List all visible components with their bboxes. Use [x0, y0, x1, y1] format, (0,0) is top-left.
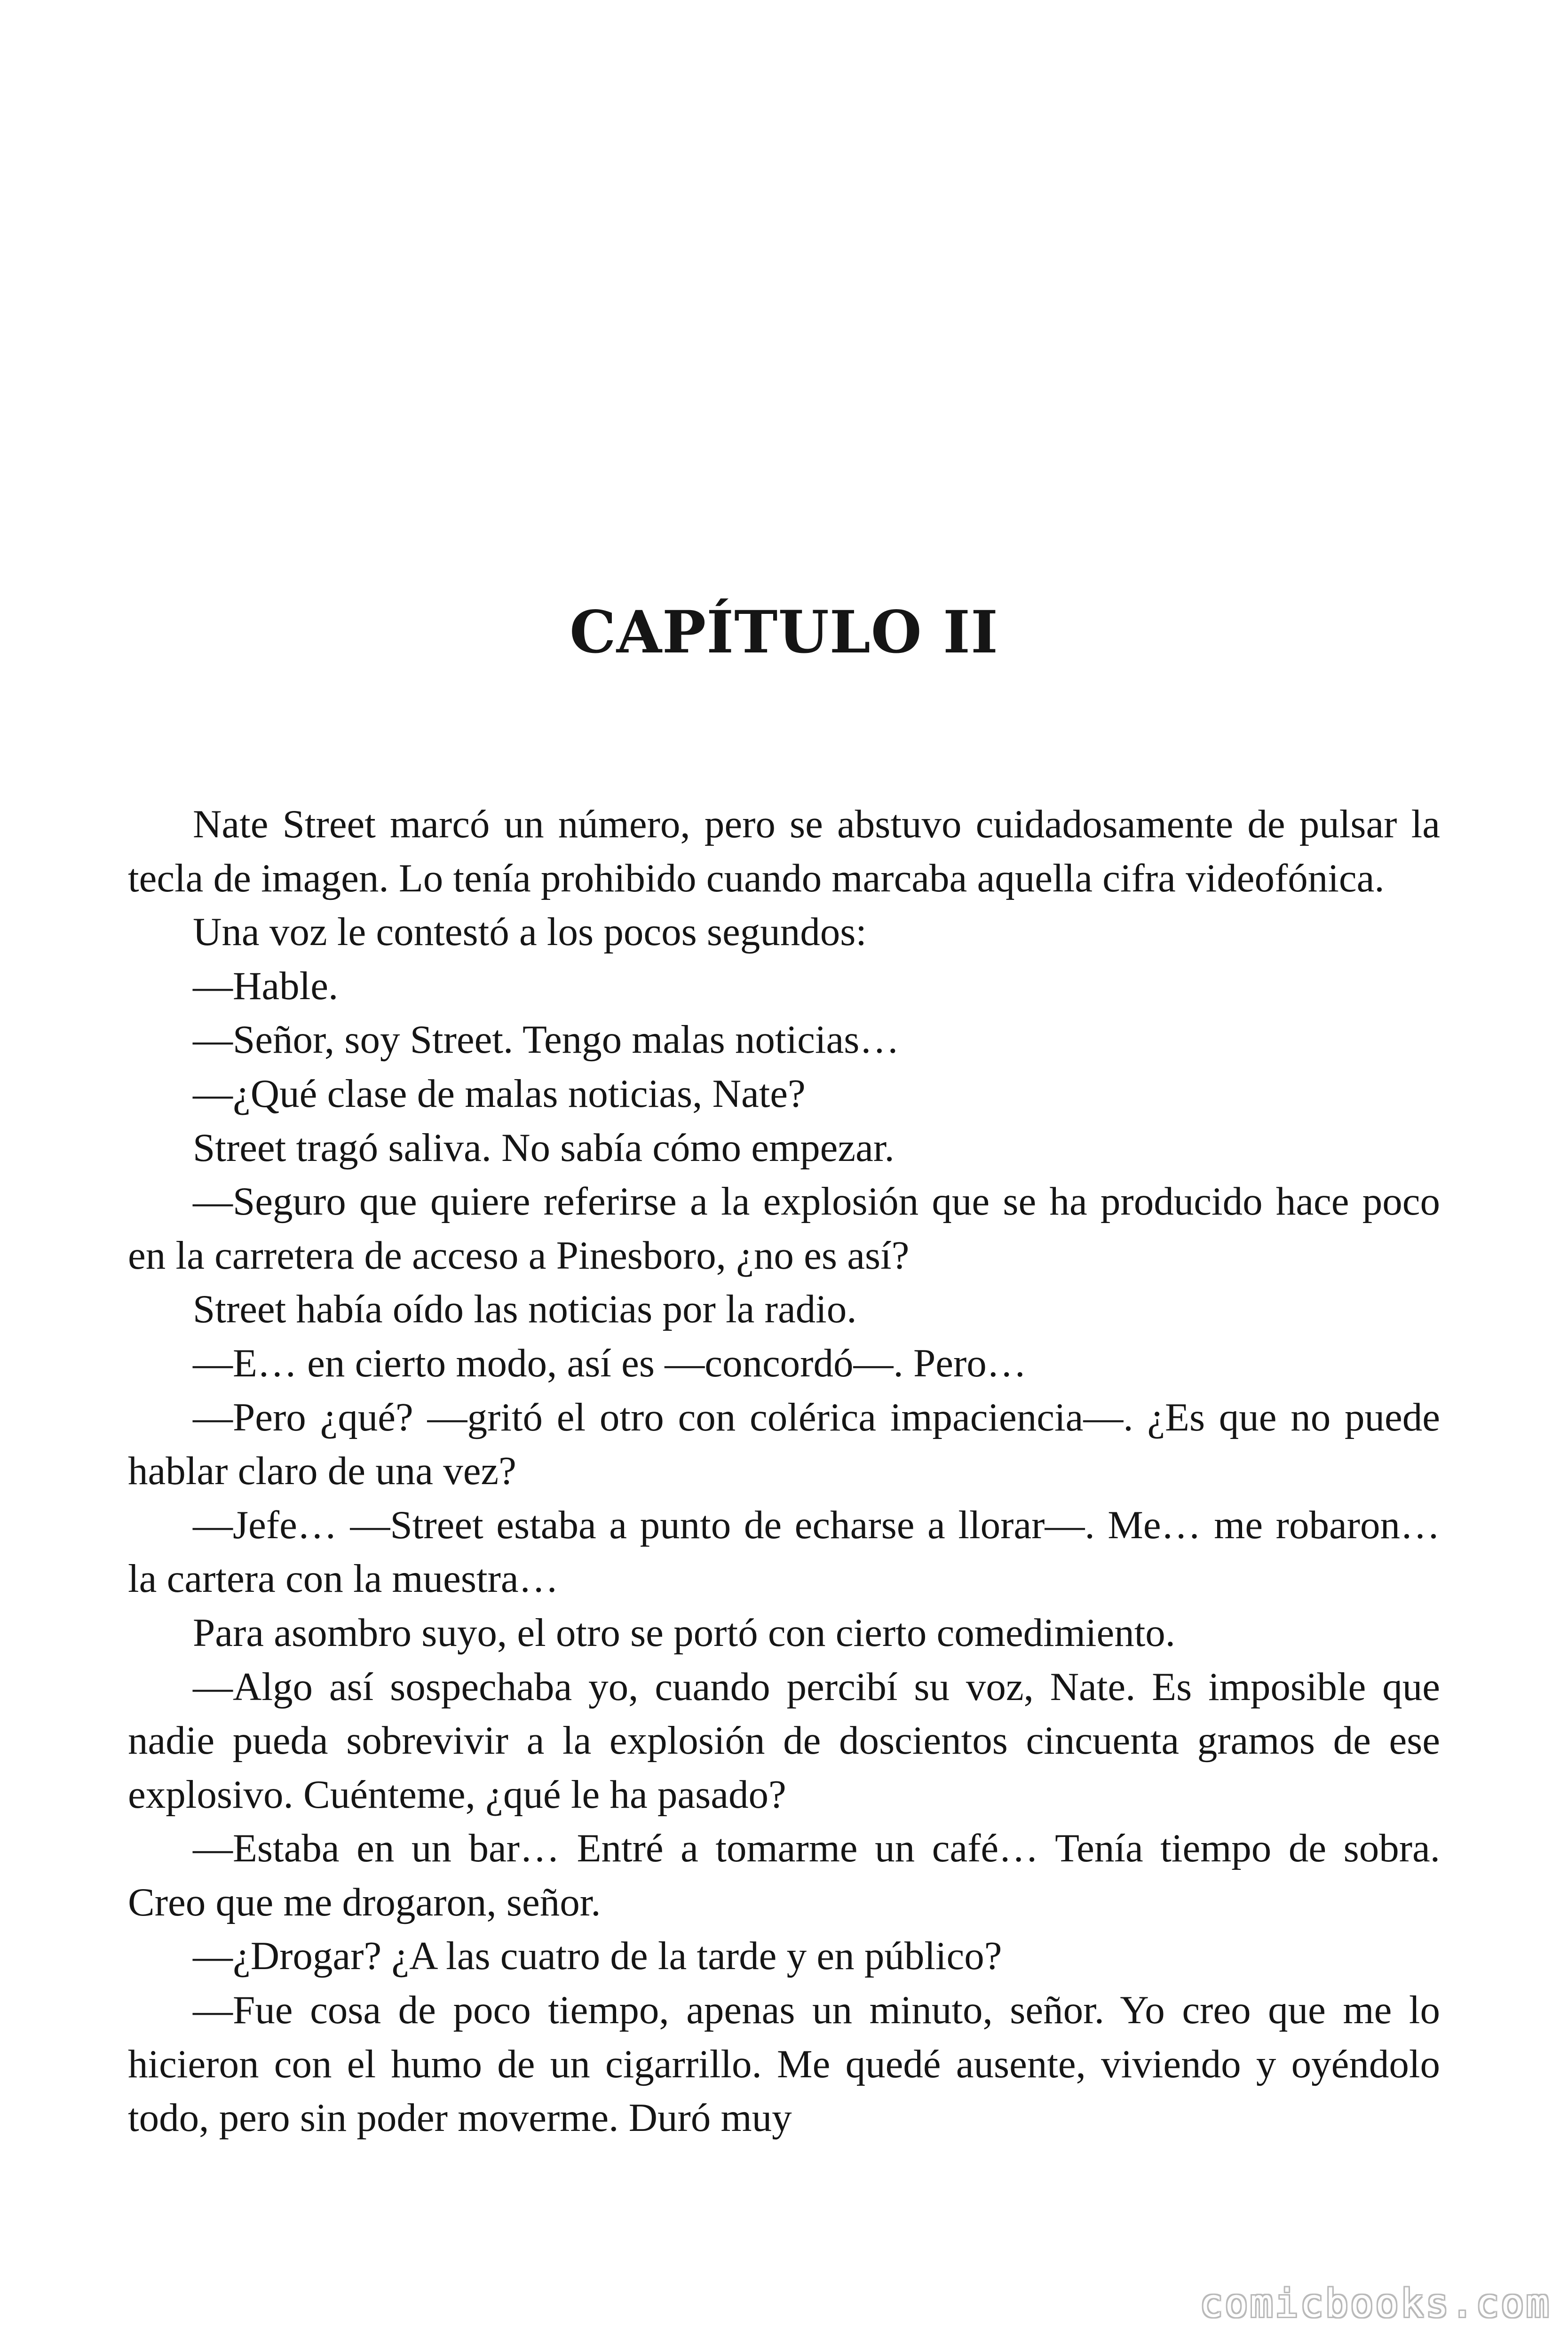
- watermark-text: comicbooks.com: [1199, 2281, 1551, 2326]
- paragraph: —Seguro que quiere referirse a la explosión que se ha producido hace poco en la carretera de acceso a Pinesboro, ¿no es así?: [128, 1179, 1440, 1278]
- paragraph: Una voz le contestó a los pocos segundos:: [193, 910, 867, 954]
- paragraph: —E… en cierto modo, así es —concordó—. Pero…: [193, 1341, 1027, 1385]
- chapter-body: [128, 797, 1440, 2145]
- chapter-title: CAPÍTULO II: [570, 598, 998, 667]
- paragraph: Para asombro suyo, el otro se portó con cierto comedimiento.: [193, 1610, 1176, 1655]
- paragraph: —Señor, soy Street. Tengo malas noticias…: [193, 1017, 900, 1062]
- paragraph: —Hable.: [193, 963, 339, 1008]
- paragraph: —Pero ¿qué? —gritó el otro con colérica impaciencia—. ¿Es que no puede hablar claro de una vez?: [128, 1395, 1440, 1494]
- paragraph: —Estaba en un bar… Entré a tomarme un café… Tenía tiempo de sobra. Creo que me drogaron, señor.: [128, 1826, 1440, 1924]
- paragraph: —Fue cosa de poco tiempo, apenas un minuto, señor. Yo creo que me lo hicieron con el humo de un cigarrillo. Me quedé ausente, viviendo y oyéndolo todo, pero sin poder moverme. Duró muy: [128, 1988, 1440, 2140]
- paragraph: Nate Street marcó un número, pero se abstuvo cuidadosamente de pulsar la tecla de imagen. Lo tenía prohibido cuando marcaba aquella cifra videofónica.: [128, 802, 1440, 900]
- paragraph: —¿Qué clase de malas noticias, Nate?: [193, 1071, 806, 1116]
- paragraph: —Jefe… —Street estaba a punto de echarse a llorar—. Me… me robaron… la cartera con la muestra…: [128, 1502, 1440, 1601]
- paragraph: —Algo así sospechaba yo, cuando percibí su voz, Nate. Es imposible que nadie pueda sobrevivir a la explosión de doscientos cincuenta gramos de ese explosivo. Cuénteme, ¿qué le ha pasado?: [128, 1664, 1440, 1817]
- paragraph: —¿Drogar? ¿A las cuatro de la tarde y en público?: [193, 1934, 1002, 1979]
- paragraph: Street tragó saliva. No sabía cómo empezar.: [193, 1125, 895, 1170]
- paragraph: Street había oído las noticias por la radio.: [193, 1287, 857, 1332]
